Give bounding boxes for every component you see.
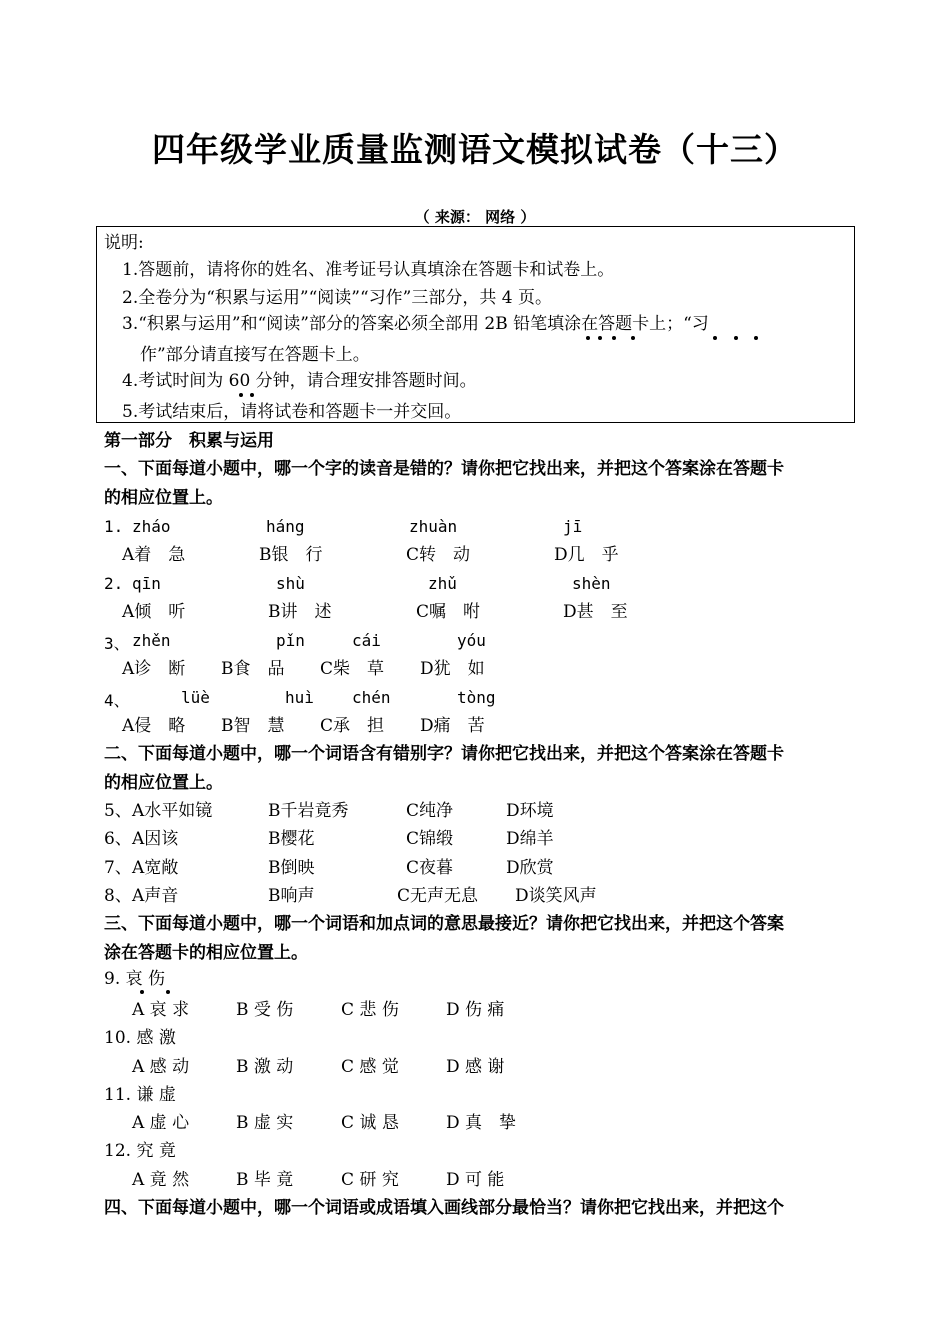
q4-pinyin-c: chén (352, 688, 391, 707)
q8-number: 8、 (104, 886, 132, 906)
q6-option-d: D绵羊 (506, 829, 554, 849)
q4-pinyin-b: huì (285, 688, 314, 707)
section-3-heading-cont: 涂在答题卡的相应位置上。 (104, 943, 308, 963)
q6-number: 6、 (104, 829, 132, 849)
q5-option-c: C纯净 (406, 801, 454, 821)
instruction-3b: 作”部分请直接写在答题卡上。 (140, 345, 370, 365)
q9-stem: 9. 哀 伤 (104, 969, 166, 989)
q8-option-a: A声音 (132, 886, 179, 906)
q10-option-c: C 感 觉 (341, 1057, 399, 1077)
q10-option-b: B 激 动 (236, 1057, 294, 1077)
q10-option-d: D 感 谢 (446, 1057, 505, 1077)
q5-option-d: D环境 (506, 801, 554, 821)
instructions-heading: 说明: (104, 233, 144, 253)
q2-option-a: A倾 听 (122, 602, 186, 622)
instruction-5: 5.考试结束后，请将试卷和答题卡一并交回。 (122, 402, 462, 422)
q1-number: 1. (104, 517, 124, 536)
q12-option-d: D 可 能 (446, 1170, 505, 1190)
q11-option-d: D 真 挚 (446, 1113, 517, 1133)
q1-option-b: B银 行 (259, 545, 323, 565)
part-heading: 第一部分 积累与运用 (104, 431, 274, 451)
q1-pinyin-c: zhuàn (409, 517, 458, 536)
q4-option-a: A侵 略 (122, 716, 186, 736)
emphasis-dot (754, 336, 758, 340)
q4-number: 4、 (104, 691, 130, 710)
q2-pinyin-d: shèn (572, 574, 611, 593)
instruction-4: 4.考试时间为 60 分钟，请合理安排答题时间。 (122, 371, 477, 391)
source-note: （ 来源： 网络 ） (414, 208, 536, 226)
q1-option-c: C转 动 (406, 545, 471, 565)
q3-number: 3、 (104, 634, 130, 653)
q4-option-d: D痛 苦 (420, 716, 485, 736)
q4-option-c: C承 担 (320, 716, 385, 736)
q7-option-d: D欣赏 (506, 858, 554, 878)
q3-pinyin-b: pǐn (276, 631, 305, 650)
q8-option-b: B响声 (268, 886, 315, 906)
instruction-3a: 3.“积累与运用”和“阅读”部分的答案必须全部用 2B 铅笔填涂在答题卡上；“习 (122, 314, 709, 334)
q1-option-a: A着 急 (122, 545, 186, 565)
q3-pinyin-a: zhěn (132, 631, 171, 650)
q6-option-b: B樱花 (268, 829, 315, 849)
q5-number: 5、 (104, 801, 132, 821)
emphasis-dot (598, 336, 602, 340)
emphasis-dot (140, 990, 144, 994)
q10-option-a: A 感 动 (132, 1057, 190, 1077)
q11-option-a: A 虚 心 (132, 1113, 190, 1133)
q9-option-b: B 受 伤 (236, 1000, 294, 1020)
q5-option-b: B千岩竟秀 (268, 801, 349, 821)
q11-stem: 11. 谦 虚 (104, 1085, 176, 1105)
q3-pinyin-c: cái (352, 631, 381, 650)
q3-option-a: A诊 断 (122, 659, 186, 679)
section-1-heading-cont: 的相应位置上。 (104, 488, 223, 508)
emphasis-dot (713, 336, 717, 340)
q11-option-b: B 虚 实 (236, 1113, 294, 1133)
q3-option-c: C柴 草 (320, 659, 385, 679)
q11-option-c: C 诚 恳 (341, 1113, 399, 1133)
q9-option-d: D 伤 痛 (446, 1000, 505, 1020)
q3-option-d: D犹 如 (420, 659, 485, 679)
q8-option-d: D谈笑风声 (515, 886, 597, 906)
instruction-2: 2.全卷分为“积累与运用”“阅读”“习作”三部分，共 4 页。 (122, 288, 552, 308)
q6-option-c: C锦缎 (406, 829, 454, 849)
q4-pinyin-a: lüè (181, 688, 210, 707)
q2-pinyin-c: zhǔ (428, 574, 457, 593)
q12-option-c: C 研 究 (341, 1170, 399, 1190)
section-3-heading: 三、下面每道小题中，哪一个词语和加点词的意思最接近？请你把它找出来，并把这个答案 (104, 914, 784, 934)
q7-number: 7、 (104, 858, 132, 878)
q1-pinyin-b: háng (266, 517, 305, 536)
emphasis-dot (734, 336, 738, 340)
q7-option-b: B倒映 (268, 858, 315, 878)
q12-stem: 12. 究 竟 (104, 1141, 176, 1161)
emphasis-dot (612, 336, 616, 340)
instruction-1: 1.答题前，请将你的姓名、准考证号认真填涂在答题卡和试卷上。 (122, 260, 615, 280)
section-2-heading-cont: 的相应位置上。 (104, 773, 223, 793)
section-2-heading: 二、下面每道小题中，哪一个词语含有错别字？请你把它找出来，并把这个答案涂在答题卡 (104, 744, 784, 764)
q2-number: 2. (104, 574, 124, 593)
q5-option-a: A水平如镜 (132, 801, 213, 821)
q2-option-c: C嘱 咐 (416, 602, 481, 622)
q12-option-b: B 毕 竟 (236, 1170, 294, 1190)
page-title: 四年级学业质量监测语文模拟试卷（十三） (152, 130, 798, 169)
q1-pinyin-d: jī (563, 517, 583, 536)
q9-option-c: C 悲 伤 (341, 1000, 399, 1020)
q2-pinyin-b: shù (276, 574, 305, 593)
q8-option-c: C无声无息 (397, 886, 479, 906)
emphasis-dot (631, 336, 635, 340)
q2-option-d: D甚 至 (563, 602, 628, 622)
q4-pinyin-d: tòng (457, 688, 496, 707)
q9-option-a: A 哀 求 (132, 1000, 190, 1020)
q10-stem: 10. 感 激 (104, 1028, 176, 1048)
q7-option-a: A宽敞 (132, 858, 179, 878)
emphasis-dot (586, 336, 590, 340)
section-1-heading: 一、下面每道小题中，哪一个字的读音是错的？请你把它找出来，并把这个答案涂在答题卡 (104, 459, 784, 479)
section-4-heading: 四、下面每道小题中，哪一个词语或成语填入画线部分最恰当？请你把它找出来，并把这个 (104, 1198, 784, 1218)
q6-option-a: A因该 (132, 829, 179, 849)
q2-pinyin-a: qīn (132, 574, 161, 593)
q3-pinyin-d: yóu (457, 631, 486, 650)
q7-option-c: C夜暮 (406, 858, 454, 878)
emphasis-dot (239, 393, 243, 397)
q4-option-b: B智 慧 (221, 716, 285, 736)
q12-option-a: A 竟 然 (132, 1170, 190, 1190)
q2-option-b: B讲 述 (268, 602, 332, 622)
emphasis-dot (166, 990, 170, 994)
q1-option-d: D几 乎 (554, 545, 619, 565)
emphasis-dot (250, 393, 254, 397)
q3-option-b: B食 品 (221, 659, 285, 679)
q1-pinyin-a: zháo (132, 517, 171, 536)
